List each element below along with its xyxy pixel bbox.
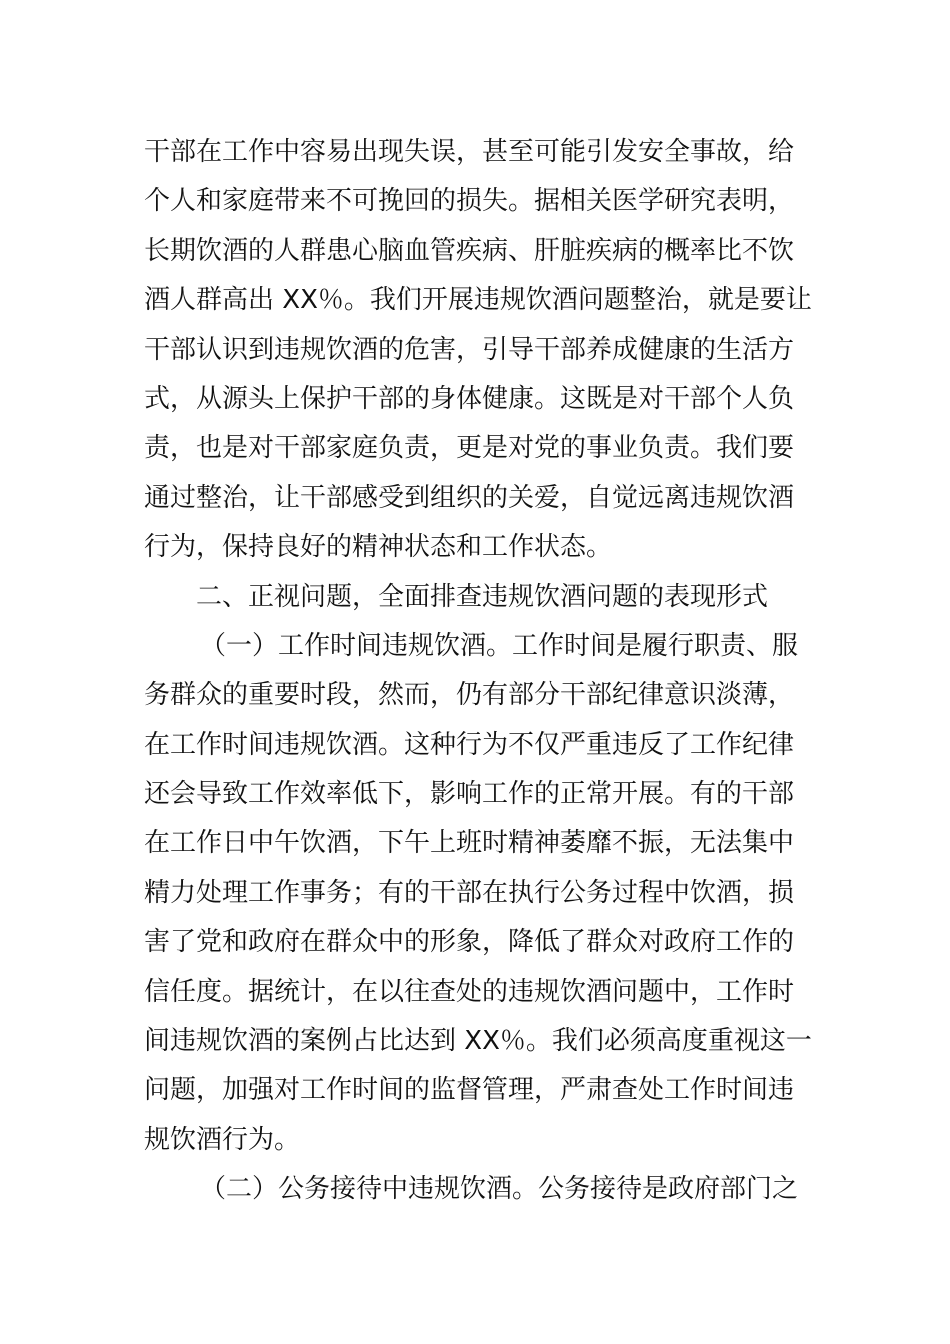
paragraph-line: 责，也是对干部家庭负责，更是对党的事业负责。我们要	[144, 433, 795, 464]
paragraph-line: 长期饮酒的人群患心脑血管疾病、肝脏疾病的概率比不饮	[144, 235, 795, 266]
paragraph-line: 害了党和政府在群众中的形象，降低了群众对政府工作的	[144, 927, 795, 958]
paragraph-line: 行为，保持良好的精神状态和工作状态。	[144, 532, 613, 563]
section-heading: 二、正视问题，全面排查违规饮酒问题的表现形式	[196, 581, 769, 612]
paragraph-line: 酒人群高出 XX％。我们开展违规饮酒问题整治，就是要让	[144, 285, 812, 316]
paragraph-line: 还会导致工作效率低下，影响工作的正常开展。有的干部	[144, 779, 795, 810]
paragraph-line: 精力处理工作事务；有的干部在执行公务过程中饮酒，损	[144, 877, 795, 908]
paragraph-line: 务群众的重要时段，然而，仍有部分干部纪律意识淡薄，	[144, 680, 795, 711]
paragraph-line: 干部认识到违规饮酒的危害，引导干部养成健康的生活方	[144, 334, 795, 365]
subsection-heading-line: （二）公务接待中违规饮酒。公务接待是政府部门之	[200, 1174, 799, 1205]
paragraph-line: 通过整治，让干部感受到组织的关爱，自觉远离违规饮酒	[144, 482, 795, 513]
paragraph-line: 间违规饮酒的案例占比达到 XX％。我们必须高度重视这一	[144, 1026, 812, 1057]
paragraph-line: 在工作时间违规饮酒。这种行为不仅严重违反了工作纪律	[144, 729, 795, 760]
paragraph-line: 信任度。据统计，在以往查处的违规饮酒问题中，工作时	[144, 976, 795, 1007]
paragraph-line: 个人和家庭带来不可挽回的损失。据相关医学研究表明，	[144, 186, 795, 217]
paragraph-line: 在工作日中午饮酒，下午上班时精神萎靡不振，无法集中	[144, 828, 795, 859]
subsection-heading-line: （一）工作时间违规饮酒。工作时间是履行职责、服	[200, 630, 799, 661]
paragraph-line: 问题，加强对工作时间的监督管理，严肃查处工作时间违	[144, 1075, 795, 1106]
paragraph-line: 式，从源头上保护干部的身体健康。这既是对干部个人负	[144, 383, 795, 414]
document-body	[144, 128, 810, 1215]
paragraph-line: 规饮酒行为。	[144, 1124, 301, 1155]
paragraph-line: 干部在工作中容易出现失误，甚至可能引发安全事故，给	[144, 137, 795, 167]
